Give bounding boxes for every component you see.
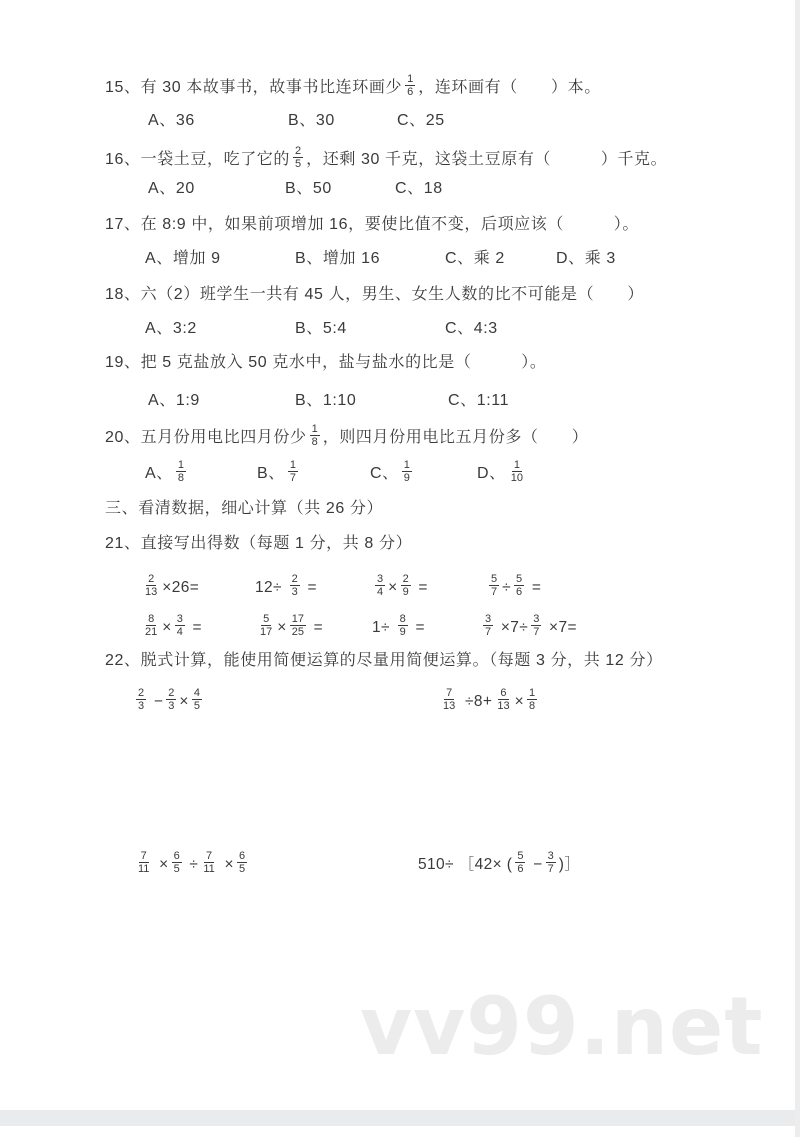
question-19-options <box>0 390 800 412</box>
q15-option-a: A、36 <box>148 112 195 129</box>
q18-option-a: A、3:2 <box>145 320 197 337</box>
q16-option-c: C、18 <box>395 180 443 197</box>
scrollbar-track[interactable] <box>795 0 800 1137</box>
q21-expr-8: $\frac{3}{7}$ ×7÷ $\frac{3}{7}$ ×7= <box>485 612 577 639</box>
q18-option-c: C、4:3 <box>445 320 498 337</box>
q18-option-b: B、5:4 <box>295 320 347 337</box>
q17-option-b: B、增加 16 <box>295 250 381 267</box>
question-21-title: 21、直接写出得数（每题 1 分，共 8 分） <box>105 535 413 552</box>
q19-option-a: A、1:9 <box>148 392 200 409</box>
question-17-stem: 17、在 8:9 中，如果前项增加 16，要使比值不变，后项应该（ ）。 <box>105 216 639 233</box>
q21-expr-5: $\frac{8}{21}$ × $\frac{3}{4}$ = <box>145 612 202 639</box>
q21-expr-7: 1÷ $\frac{8}{9}$ = <box>372 612 425 639</box>
question-15-options <box>0 110 800 132</box>
q20-option-a: A、 $\frac{1}{8}$ <box>145 458 184 485</box>
q15-option-b: B、30 <box>288 112 335 129</box>
question-16-stem: 16、一袋土豆，吃了它的 $\frac{2}{5}$ ，还剩 30 千克，这袋土豆原有（ ）千克。 <box>105 144 668 171</box>
q21-expr-3: $\frac{3}{4}$ × $\frac{2}{9}$ = <box>377 572 428 599</box>
q22-expression-row-1 <box>0 682 800 722</box>
page-gap-divider <box>0 1110 800 1126</box>
q21-expression-row-2 <box>0 608 800 648</box>
question-22-title: 22、脱式计算，能使用简便运算的尽量用简便运算。（每题 3 分，共 12 分） <box>105 652 663 669</box>
q16-option-a: A、20 <box>148 180 195 197</box>
q21-expr-6: $\frac{5}{17}$ × $\frac{17}{25}$ = <box>260 612 324 639</box>
q22-expr-3: $\frac{7}{11}$ × $\frac{6}{5}$ ÷ $\frac{7}{11}$ × $\frac{6}{5}$ <box>138 849 246 876</box>
question-19-stem: 19、把 5 克盐放入 50 克水中，盐与盐水的比是（ ）。 <box>105 354 547 371</box>
q16-option-b: B、50 <box>285 180 332 197</box>
question-18-options <box>0 318 800 340</box>
q20-option-c: C、 $\frac{1}{9}$ <box>370 458 410 485</box>
question-17-options <box>0 248 800 270</box>
q20-option-b: B、 $\frac{1}{7}$ <box>257 458 296 485</box>
question-15-stem: 15、有 30 本故事书，故事书比连环画少 $\frac{1}{6}$ ，连环画有（ ）本。 <box>105 72 601 99</box>
section-3-title: 三、看清数据，细心计算（共 26 分） <box>105 500 384 517</box>
q15-option-c: C、25 <box>397 112 445 129</box>
q19-option-c: C、1:11 <box>448 392 510 409</box>
question-16-options <box>0 178 800 200</box>
q22-expression-row-2 <box>0 845 800 885</box>
question-20-options <box>0 454 800 494</box>
q19-option-b: B、1:10 <box>295 392 357 409</box>
q22-expr-4: 510÷ ［42× ( $\frac{5}{6}$ − $\frac{3}{7}$ )］ <box>418 849 581 876</box>
q22-expr-2: $\frac{7}{13}$ ÷8+ $\frac{6}{13}$ × $\frac{1}{8}$ <box>443 686 536 713</box>
q17-option-c: C、乘 2 <box>445 250 505 267</box>
question-20-stem: 20、五月份用电比四月份少 $\frac{1}{8}$ ，则四月份用电比五月份多（ ） <box>105 422 589 449</box>
q20-option-d: D、 $\frac{1}{10}$ <box>477 458 524 485</box>
q17-option-a: A、增加 9 <box>145 250 221 267</box>
q21-expression-row-1 <box>0 568 800 608</box>
q22-expr-1: $\frac{2}{3}$ − $\frac{2}{3}$ × $\frac{4}{5}$ <box>138 686 200 713</box>
q21-expr-2: 12÷ $\frac{2}{3}$ = <box>255 572 317 599</box>
q21-expr-1: $\frac{2}{13}$ ×26= <box>145 572 200 599</box>
watermark-text: vv99.net <box>360 980 764 1073</box>
q17-option-d: D、乘 3 <box>556 250 616 267</box>
question-18-stem: 18、六（2）班学生一共有 45 人，男生、女生人数的比不可能是（ ） <box>105 286 644 303</box>
q21-expr-4: $\frac{5}{7}$ ÷ $\frac{5}{6}$ = <box>491 572 542 599</box>
